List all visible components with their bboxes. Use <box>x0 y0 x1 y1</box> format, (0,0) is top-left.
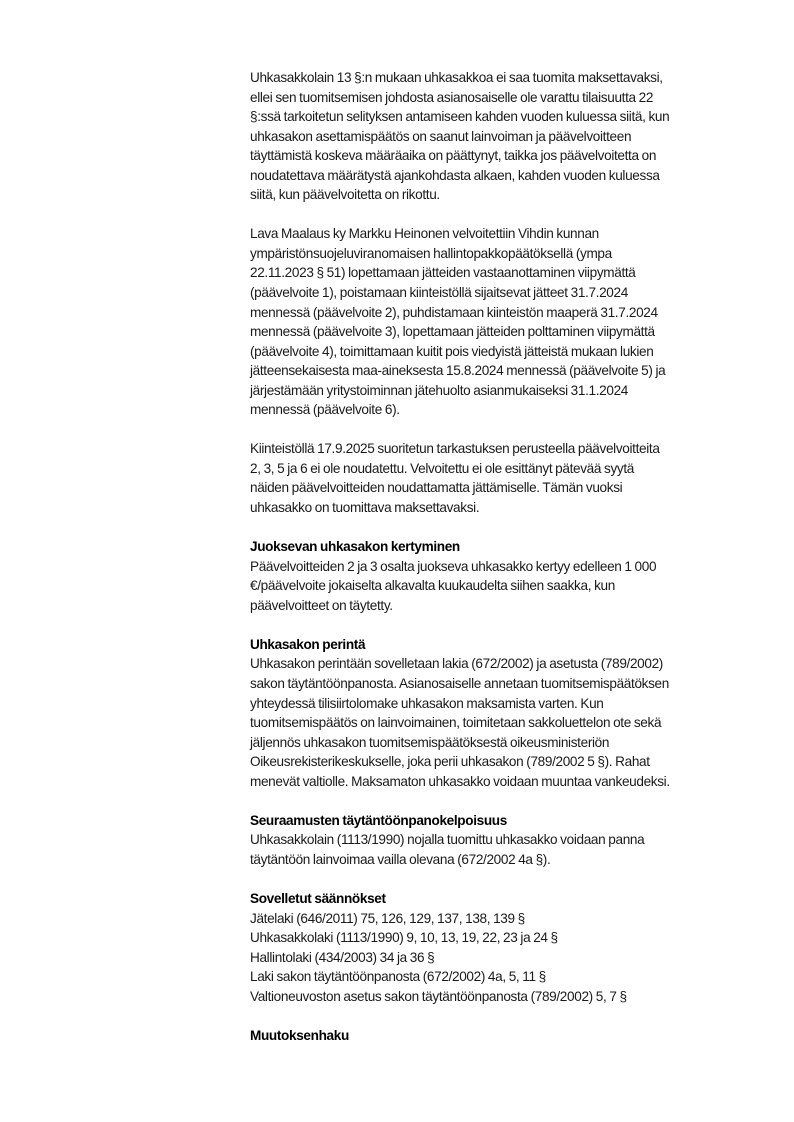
text-line: uhkasakko on tuomittava maksettavaksi. <box>250 500 480 516</box>
statute-line: Valtioneuvoston asetus sakon täytäntöönpanosta (789/2002) 5, 7 § <box>250 988 627 1004</box>
section-heading: Sovelletut säännökset <box>250 890 386 906</box>
text-line: jätteensekaisesta maa-aineksesta 15.8.2024 mennessä (päävelvoite 5) ja <box>250 363 666 379</box>
text-line: Lava Maalaus ky Markku Heinonen velvoitettiin Vihdin kunnan <box>250 226 599 242</box>
text-line: päävelvoitteet on täytetty. <box>250 597 393 613</box>
text-line: tuomitsemispäätös on lainvoimainen, toimitetaan sakkoluettelon ote sekä <box>250 715 662 731</box>
text-line: ympäristönsuojeluviranomaisen hallintopakkopäätöksellä (ympa <box>250 245 612 261</box>
text-line: jäljennös uhkasakon tuomitsemispäätöksestä oikeusministeriön <box>250 734 610 750</box>
text-line: Päävelvoitteiden 2 ja 3 osalta juokseva uhkasakko kertyy edelleen 1 000 <box>250 558 657 574</box>
section-heading: Uhkasakon perintä <box>250 636 366 652</box>
section-heading: Seuraamusten täytäntöönpanokelpoisuus <box>250 812 507 828</box>
statute-line: Laki sakon täytäntöönpanosta (672/2002) 4a, 5, 11 § <box>250 969 546 985</box>
section-heading: Muutoksenhaku <box>250 1027 349 1043</box>
text-line: Uhkasakkolain (1113/1990) nojalla tuomittu uhkasakko voidaan panna <box>250 832 645 848</box>
text-line: Uhkasakkolain 13 §:n mukaan uhkasakkoa ei saa tuomita maksettavaksi, <box>250 70 663 85</box>
text-line: noudatettava määrätystä ajankohdasta alkaen, kahden vuoden kuluessa <box>250 167 660 183</box>
text-line: Oikeusrekisterikeskukselle, joka perii uhkasakon (789/2002 5 §). Rahat <box>250 754 650 770</box>
text-line: 2, 3, 5 ja 6 ei ole noudatettu. Velvoitettu ei ole esittänyt pätevää syytä <box>250 460 634 476</box>
text-line: (päävelvoite 1), poistamaan kiinteistöllä sijaitsevat jätteet 31.7.2024 <box>250 285 628 301</box>
text-line: järjestämään yritystoiminnan jätehuolto asianmukaiseksi 31.1.2024 <box>250 382 628 398</box>
text-line: mennessä (päävelvoite 2), puhdistamaan kiinteistön maaperä 31.7.2024 <box>250 304 658 320</box>
text-line: €/päävelvoite jokaiselta alkavalta kuukaudelta siihen saakka, kun <box>250 578 615 594</box>
paragraph-velvoitteet <box>250 224 750 419</box>
text-line: Uhkasakon perintään sovelletaan lakia (672/2002) ja asetusta (789/2002) <box>250 656 663 672</box>
text-line: täytäntöön lainvoimaa vailla olevana (672/2002 4a §). <box>250 851 551 867</box>
document-page <box>250 68 750 1065</box>
text-line: §:ssä tarkoitetun selityksen antamiseen kahden vuoden kuluessa siitä, kun <box>250 109 670 125</box>
statute-line: Hallintolaki (434/2003) 34 ja 36 § <box>250 949 435 965</box>
section-muutoksenhaku <box>250 1026 750 1046</box>
text-line: täyttämistä koskeva määräaika on päättynyt, taikka jos päävelvoitetta on <box>250 148 657 164</box>
text-line: yhteydessä tilisiirtolomake uhkasakon maksamista varten. Kun <box>250 695 604 711</box>
text-line: (päävelvoite 4), toimittamaan kuitit pois viedyistä jätteistä mukaan lukien <box>250 343 654 359</box>
text-line: 22.11.2023 § 51) lopettamaan jätteiden vastaanottaminen viipymättä <box>250 265 636 281</box>
text-line: menevät valtiolle. Maksamaton uhkasakko voidaan muuntaa vankeudeksi. <box>250 773 670 789</box>
statute-line: Jätelaki (646/2011) 75, 126, 129, 137, 138, 139 § <box>250 910 525 926</box>
text-line: uhkasakon asettamispäätös on saanut lainvoiman ja päävelvoitteen <box>250 128 632 144</box>
section-heading: Juoksevan uhkasakon kertyminen <box>250 539 460 555</box>
text-line: ellei sen tuomitsemisen johdosta asianosaiselle ole varattu tilaisuutta 22 <box>250 89 654 105</box>
text-line: näiden päävelvoitteiden noudattamatta jättämiselle. Tämän vuoksi <box>250 480 623 496</box>
section-perinta <box>250 635 750 791</box>
text-line: mennessä (päävelvoite 3), lopettamaan jätteiden polttaminen viipymättä <box>250 324 655 340</box>
section-juokseva-uhkasakko <box>250 537 750 615</box>
section-taytantoonpanokelpoisuus <box>250 811 750 870</box>
section-sovelletut-saannokset <box>250 889 750 1006</box>
text-line: sakon täytäntöönpanosta. Asianosaiselle annetaan tuomitsemispäätöksen <box>250 675 669 691</box>
text-line: siitä, kun päävelvoitetta on rikottu. <box>250 187 440 203</box>
statute-line: Uhkasakkolaki (1113/1990) 9, 10, 13, 19, 22, 23 ja 24 § <box>250 930 558 946</box>
text-line: mennessä (päävelvoite 6). <box>250 402 400 418</box>
paragraph-uhkasakkolaki-13 <box>250 68 750 205</box>
text-line: Kiinteistöllä 17.9.2025 suoritetun tarkastuksen perusteella päävelvoitteita <box>250 441 660 457</box>
paragraph-tarkastus <box>250 439 750 517</box>
